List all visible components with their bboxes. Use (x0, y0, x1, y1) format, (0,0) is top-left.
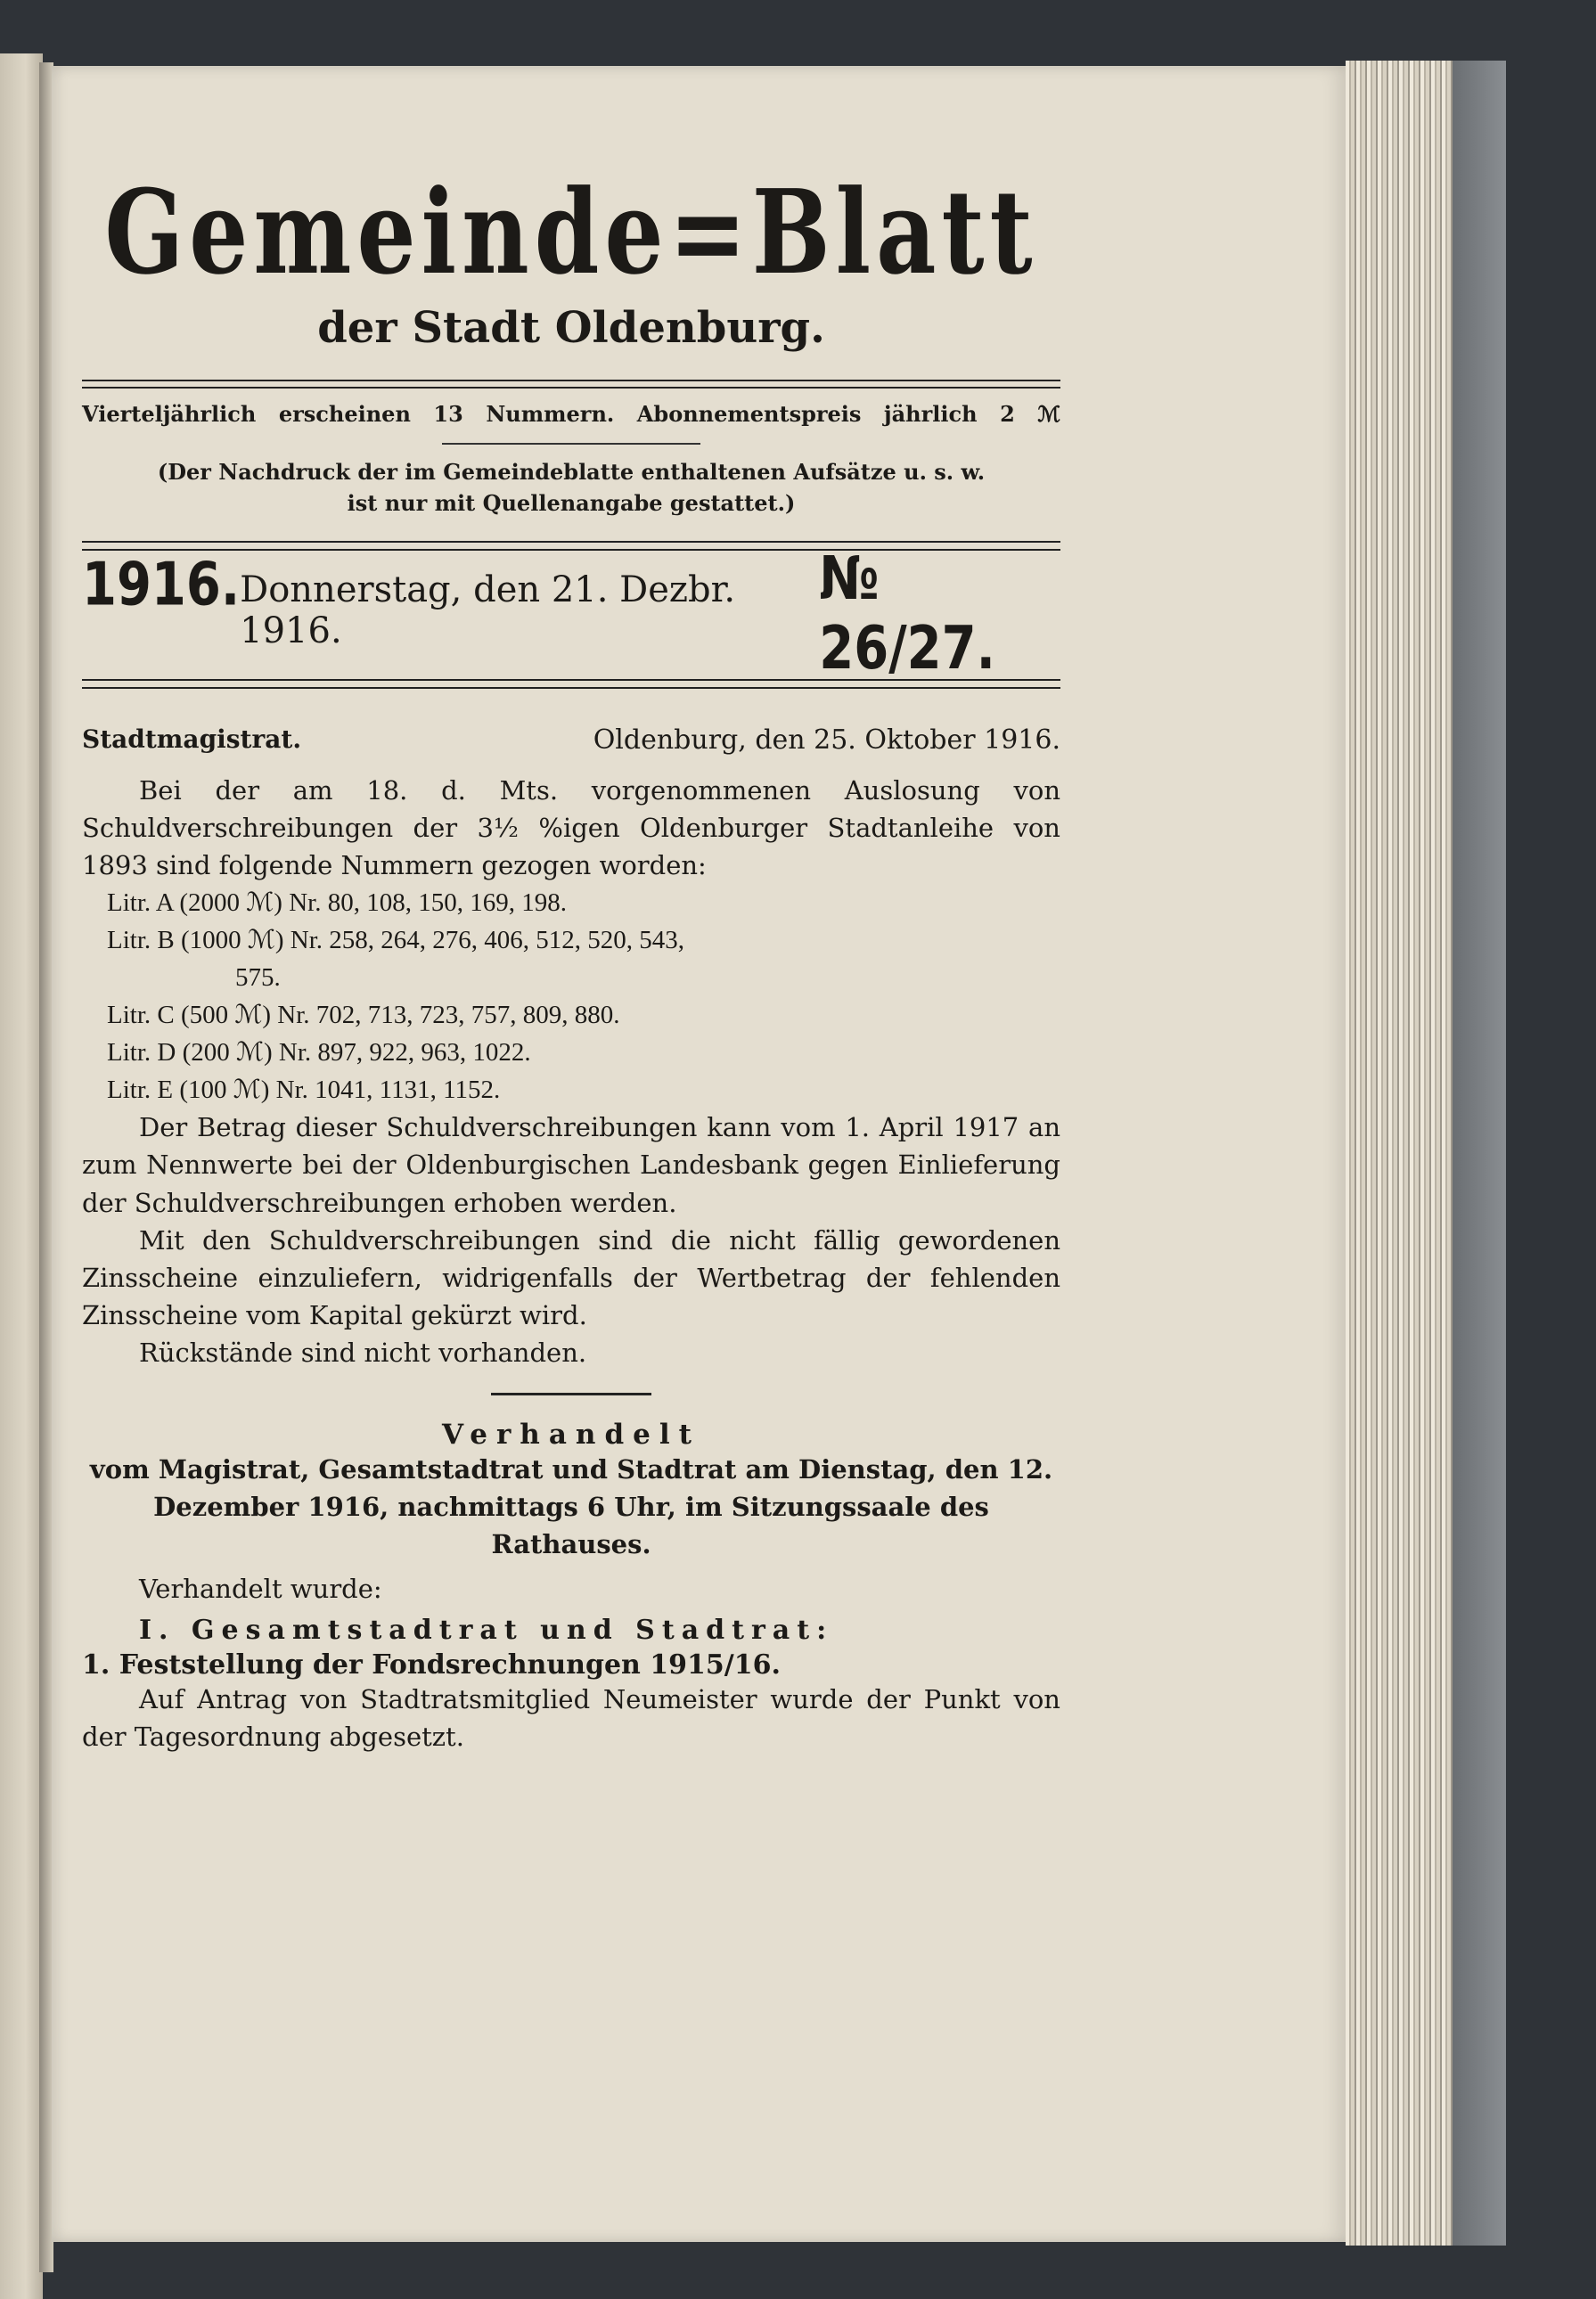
masthead-title: Gemeinde=Blatt (104, 163, 1038, 301)
left-page-edge (0, 53, 43, 2299)
subscription-info: Vierteljährlich erscheinen 13 Nummern. Abonnementspreis jährlich 2 ℳ (82, 401, 1060, 428)
page-stack-edges (1346, 61, 1453, 2246)
minutes-item-text: Auf Antrag von Stadtratsmitglied Neumeister wurde der Punkt von der Tagesordnung abgesetzt. (82, 1683, 1060, 1752)
short-divider (442, 443, 700, 445)
page-content (82, 119, 1060, 1755)
issue-number: № 26/27. (819, 544, 995, 683)
section-divider (491, 1393, 651, 1395)
article-paragraph-coupons: Mit den Schuldverschreibungen sind die nicht fällig gewordenen Zinsscheine einzuliefern, widrigenfalls der Wertbetrag der fehlenden Zinsscheine vom Kapital gekürzt wird. (82, 1224, 1060, 1330)
cover-board (1453, 61, 1506, 2246)
minutes-heading: Verhandelt (442, 1418, 700, 1451)
issue-year: 1916. (82, 550, 241, 620)
notice-line-2: ist nur mit Quellenangabe gestattet.) (347, 490, 796, 517)
article-intro: Bei der am 18. d. Mts. vorgenommenen Auslosung von Schuldverschreibungen der 3½ %igen Oldenburger Stadtanleihe von 1893 sind folgende Nummern gezogen worden: (82, 774, 1060, 881)
reprint-notice (82, 457, 1060, 520)
article-paragraph-redemption: Der Betrag dieser Schuldverschreibungen kann vom 1. April 1917 an zum Nennwerte bei der Oldenburgischen Landesbank gegen Einlieferung der Schuldverschreibungen erhoben werden. (82, 1112, 1060, 1218)
litr-b-continued: 575. (235, 963, 281, 993)
minutes-item-title: 1. Feststellung der Fondsrechnungen 1915/16. (82, 1649, 781, 1681)
litr-a: Litr. A (2000 ℳ) Nr. 80, 108, 150, 169, 198. (107, 888, 567, 918)
article-header (82, 724, 1060, 756)
masthead-subtitle: der Stadt Oldenburg. (317, 303, 825, 354)
article-department: Stadtmagistrat. (82, 724, 302, 754)
minutes-subheading: vom Magistrat, Gesamtstadtrat und Stadtrat am Dienstag, den 12. Dezember 1916, nachmittags 6 Uhr, im Sitzungssaale des Rathauses. (89, 1453, 1053, 1559)
masthead-rule-top (82, 380, 1060, 381)
minutes-section: I. Gesamtstadtrat und Stadtrat: (139, 1614, 834, 1646)
drawn-numbers-list (82, 884, 1060, 1109)
issue-dateline (82, 544, 1060, 683)
litr-d: Litr. D (200 ℳ) Nr. 897, 922, 963, 1022. (107, 1038, 531, 1068)
minutes-opening: Verhandelt wurde: (139, 1573, 382, 1604)
article-paragraph-arrears: Rückstände sind nicht vorhanden. (139, 1337, 587, 1368)
notice-line-1: (Der Nachdruck der im Gemeindeblatte enthaltenen Aufsätze u. s. w. (157, 459, 986, 486)
litr-e: Litr. E (100 ℳ) Nr. 1041, 1131, 1152. (107, 1076, 501, 1105)
article-dateline: Oldenburg, den 25. Oktober 1916. (593, 724, 1060, 756)
masthead-rule (82, 387, 1060, 389)
litr-b: Litr. B (1000 ℳ) Nr. 258, 264, 276, 406, 512, 520, 543, (107, 926, 685, 955)
issue-date: Donnerstag, den 21. Dezbr. 1916. (240, 569, 736, 651)
litr-c: Litr. C (500 ℳ) Nr. 702, 713, 723, 757, 809, 880. (107, 1001, 620, 1030)
